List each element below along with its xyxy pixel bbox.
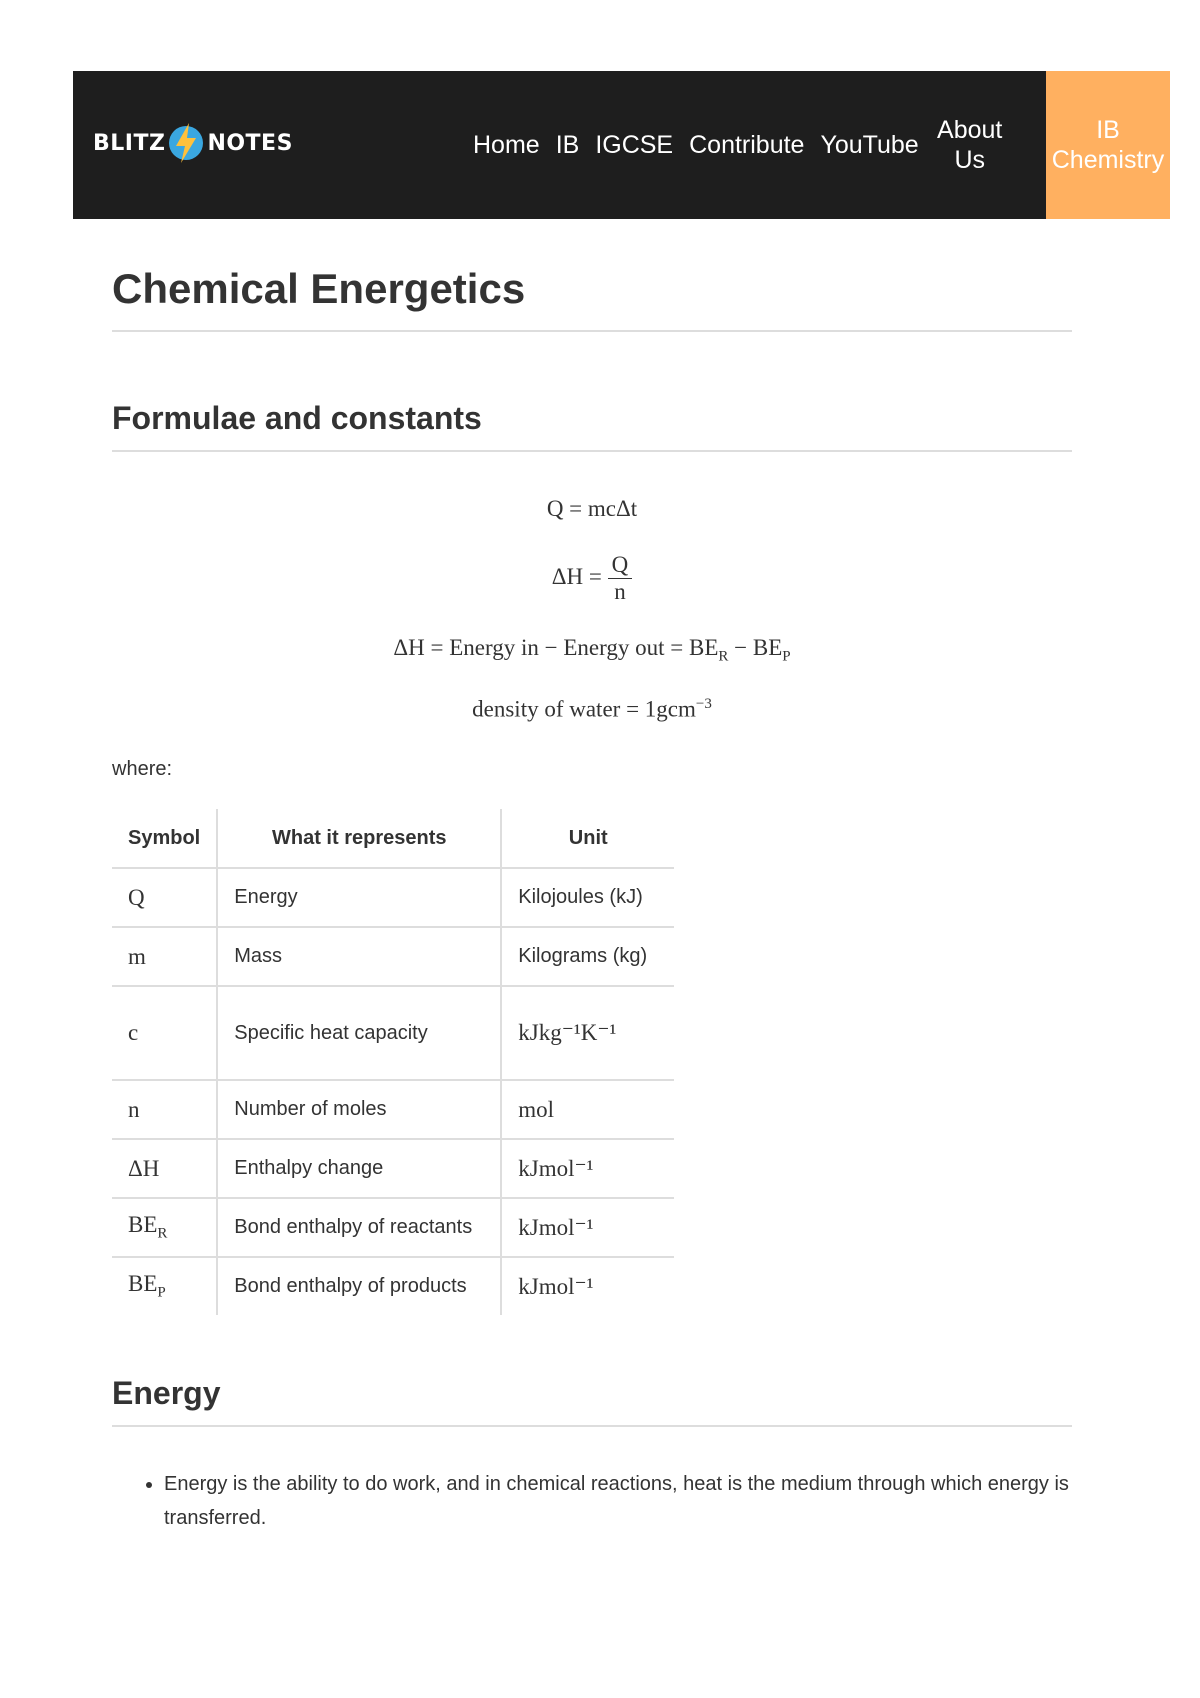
cell-symbol: Q [112, 868, 217, 927]
symbol-subscript: P [157, 1285, 166, 1302]
symbols-table [112, 809, 674, 1315]
page-title: Chemical Energetics [112, 264, 1072, 332]
fraction [608, 552, 633, 605]
equation-heat: Q = mcΔt [546, 496, 638, 521]
main-content [112, 240, 1072, 1535]
cell-unit: kJkg⁻¹K⁻¹ [501, 986, 674, 1080]
cell-symbol: n [112, 1080, 217, 1139]
table-row [112, 868, 674, 927]
nav-youtube[interactable]: YouTube [820, 131, 919, 159]
cell-symbol: $BE_R$ [112, 1198, 217, 1257]
table-row [112, 1198, 674, 1257]
nav-home[interactable]: Home [473, 131, 540, 159]
cell-unit: kJmol⁻¹ [501, 1198, 674, 1257]
cell-unit: kJmol⁻¹ [518, 1273, 594, 1299]
fraction-numerator: Q [608, 552, 633, 579]
logo-text-left: BLITZ [93, 130, 166, 156]
site-logo[interactable] [93, 121, 293, 165]
eq3-sub-r: R [718, 648, 729, 665]
eq3-main: ΔH = Energy in − Energy out = BE [393, 635, 719, 660]
section-heading-energy: Energy [112, 1373, 1072, 1427]
list-item: • Energy is the ability to do work, and in chemical reactions, heat is the medium through which energy is transferred. [164, 1467, 1072, 1535]
cell-symbol: c [112, 986, 217, 1080]
eq4-main: density of water = 1gcm [472, 696, 696, 722]
cell-unit: kJmol⁻¹ [501, 1139, 674, 1198]
cell-meaning: Number of moles [217, 1080, 501, 1139]
equations-block [112, 496, 1072, 722]
cell-meaning: Mass [217, 927, 501, 986]
equation-bond-enthalpy [112, 635, 1072, 666]
table-row [112, 1080, 674, 1139]
table-row [112, 986, 674, 1080]
where-label: where: [112, 758, 173, 781]
equation-density [112, 696, 1072, 723]
cell-unit: mol [501, 1080, 674, 1139]
nav-igcse[interactable]: IGCSE [595, 131, 674, 159]
header-unit: Unit [501, 809, 674, 868]
equation-enthalpy [112, 552, 1072, 605]
symbol-subscript: R [157, 1226, 168, 1243]
header-meaning: What it represents [217, 809, 501, 868]
table-row [112, 1139, 674, 1198]
logo-text-right: NOTES [207, 130, 293, 156]
nav-about-us[interactable]: About Us [937, 116, 1003, 174]
header-symbol: Symbol [112, 809, 217, 868]
cell-meaning: Specific heat capacity [217, 986, 501, 1080]
eq3-mid: − BE [728, 635, 783, 660]
table-row [112, 1257, 674, 1315]
cell-meaning: Energy [217, 868, 501, 927]
cell-meaning: Bond enthalpy of products [217, 1257, 501, 1315]
nav-ib[interactable]: IB [555, 131, 580, 159]
cell-unit: Kilograms (kg) [501, 927, 674, 986]
cell-unit: Kilojoules (kJ) [501, 868, 674, 927]
navbar [73, 71, 1170, 219]
cell-symbol: $BE_P$ [112, 1257, 217, 1315]
nav-links [473, 71, 1021, 219]
cell-symbol: m [112, 927, 217, 986]
table-row [112, 927, 674, 986]
eq3-sub-p: P [782, 648, 791, 665]
section-heading-formulae: Formulae and constants [112, 398, 1072, 452]
nav-contribute[interactable]: Contribute [689, 131, 805, 159]
cell-meaning: Enthalpy change [217, 1139, 501, 1198]
cell-symbol: ΔH [112, 1139, 217, 1198]
lightning-bolt-icon [167, 121, 205, 165]
table-header-row [112, 809, 674, 868]
cell-meaning: Bond enthalpy of reactants [217, 1198, 501, 1257]
energy-bullet-list [112, 1467, 1072, 1535]
eq4-sup: −3 [695, 695, 712, 712]
nav-ib-chemistry-active[interactable]: IB Chemistry [1046, 71, 1170, 219]
fraction-denominator: n [614, 579, 626, 604]
equation-enthalpy-lhs: ΔH = [551, 563, 602, 589]
